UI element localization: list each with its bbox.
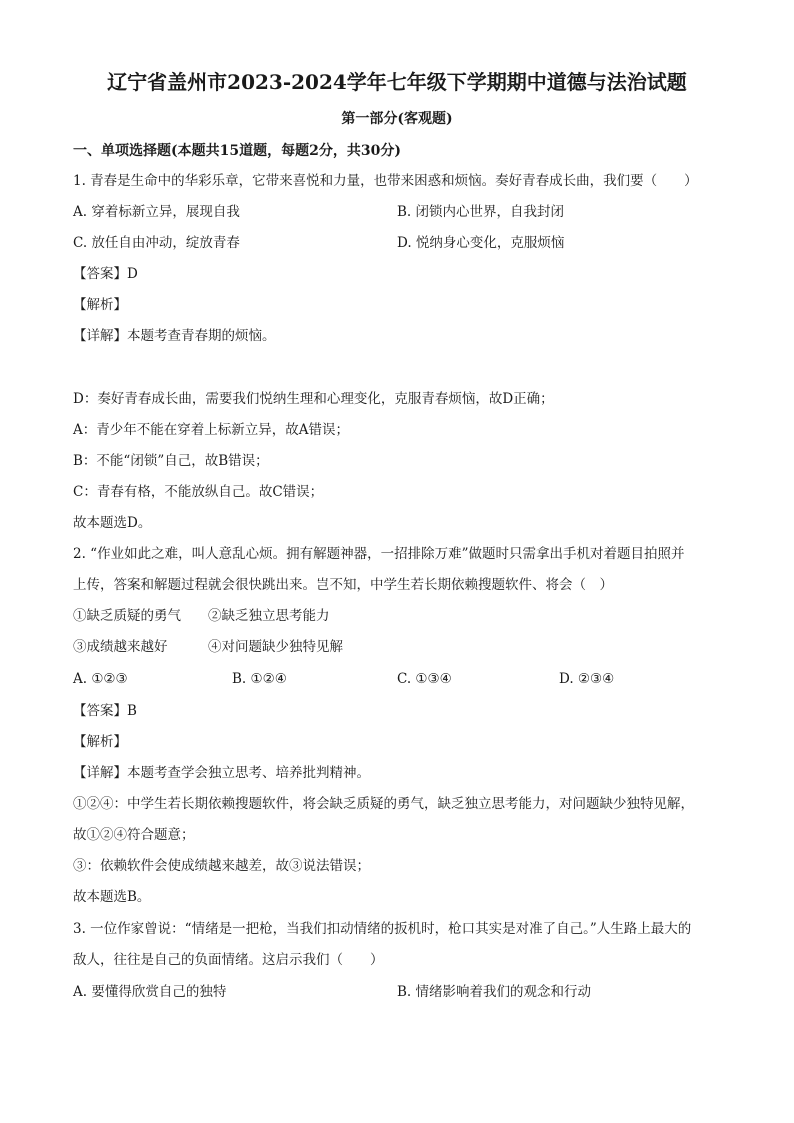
q1-option-a: A. 穿着标新立异，展现自我 bbox=[73, 204, 240, 220]
question-2-stem-line1: 2. “作业如此之难，叫人意乱心烦。拥有解题神器，一招排除万难”做题时只需拿出手机对着题目拍照并 bbox=[73, 546, 685, 562]
q2-detail: 【详解】本题考查学会独立思考、培养批判精神。 bbox=[73, 765, 370, 781]
q2-items-line2: ③成绩越来越好 ④对问题缺少独特见解 bbox=[73, 639, 343, 655]
q1-answer: 【答案】D bbox=[73, 266, 138, 282]
q2-option-b: B. ①②④ bbox=[232, 671, 287, 687]
q2-explain-line: 故①②④符合题意； bbox=[73, 827, 195, 843]
q2-explain-line: 故本题选B。 bbox=[73, 889, 151, 905]
q1-option-d: D. 悦纳身心变化，克服烦恼 bbox=[397, 235, 565, 251]
q1-detail: 【详解】本题考查青春期的烦恼。 bbox=[73, 328, 276, 344]
q2-answer: 【答案】B bbox=[73, 703, 137, 719]
q1-explain-line: C：青春有格，不能放纵自己。故C错误； bbox=[73, 484, 324, 500]
q1-option-b: B. 闭锁内心世界，自我封闭 bbox=[397, 204, 565, 220]
question-3-stem-line1: 3. 一位作家曾说：“情绪是一把枪，当我们扣动情绪的扳机时，枪口其实是对准了自己。”人生路上最大的 bbox=[73, 921, 692, 937]
document-title: 辽宁省盖州市2023-2024学年七年级下学期期中道德与法治试题 bbox=[107, 70, 687, 94]
q1-explain-line: 故本题选D。 bbox=[73, 515, 152, 531]
question-3-stem-line2: 敌人，往往是自己的负面情绪。这启示我们（ ） bbox=[73, 952, 384, 968]
q3-option-b: B. 情绪影响着我们的观念和行动 bbox=[397, 984, 592, 1000]
q2-option-a: A. ①②③ bbox=[73, 671, 128, 687]
q1-option-c: C. 放任自由冲动，绽放青春 bbox=[73, 235, 240, 251]
q1-explain-line: B：不能“闭锁”自己，故B错误； bbox=[73, 453, 269, 469]
q2-option-d: D. ②③④ bbox=[559, 671, 615, 687]
q3-option-a: A. 要懂得欣赏自己的独特 bbox=[73, 984, 227, 1000]
q2-items-line1: ①缺乏质疑的勇气 ②缺乏独立思考能力 bbox=[73, 608, 330, 624]
q1-analysis-label: 【解析】 bbox=[73, 297, 127, 313]
q2-explain-line: ③：依赖软件会使成绩越来越差，故③说法错误； bbox=[73, 858, 370, 874]
question-2-stem-line2: 上传，答案和解题过程就会很快跳出来。岂不知，中学生若长期依赖搜题软件、将会（ ） bbox=[73, 577, 613, 593]
section-title: 一、单项选择题(本题共15道题，每题2分，共30分) bbox=[73, 143, 401, 159]
part-title: 第一部分(客观题) bbox=[341, 111, 453, 127]
q2-option-c: C. ①③④ bbox=[397, 671, 452, 687]
question-1-stem: 1. 青春是生命中的华彩乐章，它带来喜悦和力量，也带来困惑和烦恼。奏好青春成长曲，我们要（ ） bbox=[73, 173, 698, 189]
q1-explain-line: A：青少年不能在穿着上标新立异，故A错误； bbox=[73, 422, 349, 438]
q2-explain-line: ①②④：中学生若长期依赖搜题软件，将会缺乏质疑的勇气，缺乏独立思考能力，对问题缺少独特见解， bbox=[73, 796, 694, 812]
q1-explain-line: D：奏好青春成长曲，需要我们悦纳生理和心理变化，克服青春烦恼，故D正确； bbox=[73, 391, 554, 407]
q2-analysis-label: 【解析】 bbox=[73, 734, 127, 750]
